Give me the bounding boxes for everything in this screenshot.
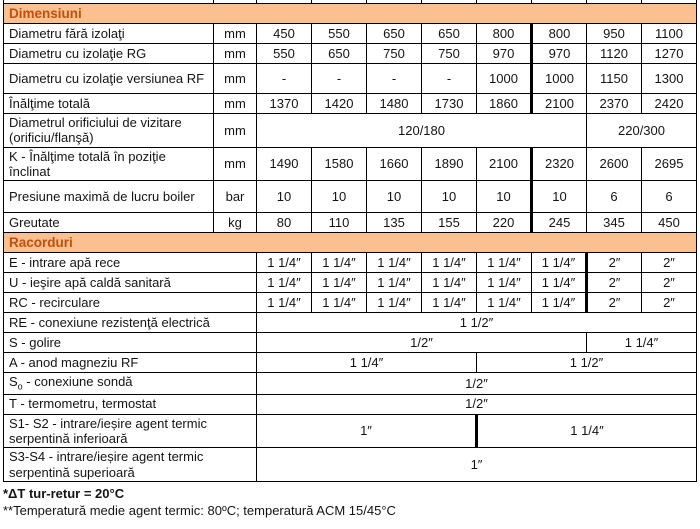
value-cell-merged: 1 1/2″ (257, 313, 697, 333)
value-cell: - (312, 64, 367, 94)
unit-cell: kg (214, 213, 257, 233)
table-row (4, 147, 697, 181)
value-cell: 950 (587, 24, 642, 44)
value-cell: 10 (312, 181, 367, 213)
value-cell-merged: 1/2″ (257, 394, 697, 414)
value-cell: 2″ (642, 293, 697, 313)
row-label: RC - recirculare (4, 293, 257, 313)
row-label-suffix: - conexiune sondă (22, 374, 133, 390)
value-cell: - (367, 64, 422, 94)
value-cell: 1270 (642, 44, 697, 64)
table-row (4, 373, 697, 394)
footnote-temperature: **Temperatură medie agent termic: 80ºC; temperatură ACM 15/45°C (3, 503, 396, 519)
value-cell: 2″ (642, 253, 697, 273)
value-cell: 2″ (587, 253, 642, 273)
footnote-delta-t: *ΔT tur-retur = 20°C (3, 485, 125, 501)
value-cell: 1100 (642, 24, 697, 44)
value-cell: 450 (642, 213, 697, 233)
value-cell-merged: 1 1/4″ (257, 353, 477, 373)
value-cell: 1 1/4″ (477, 273, 532, 293)
value-cell: 650 (422, 24, 477, 44)
value-cell: 1 1/4″ (367, 273, 422, 293)
value-cell: 10 (257, 181, 312, 213)
value-cell-merged: 1 1/4″ (477, 414, 697, 448)
unit-cell: mm (214, 64, 257, 94)
row-label: K - Înălţime totală în poziţie înclinat (4, 147, 214, 181)
row-label: Greutate (4, 213, 214, 233)
value-cell: 1 1/4″ (422, 293, 477, 313)
section-header-racorduri (4, 233, 697, 253)
value-cell: 2320 (532, 147, 587, 181)
table-row (4, 273, 697, 293)
value-cell: 1 1/4″ (477, 293, 532, 313)
value-cell: 550 (312, 24, 367, 44)
unit-cell: mm (214, 147, 257, 181)
section-header-dimensiuni (4, 4, 697, 24)
table-row (4, 353, 697, 373)
value-cell: 1000 (477, 64, 532, 94)
row-label: Presiune maximă de lucru boiler (4, 181, 214, 213)
value-cell: 1150 (587, 64, 642, 94)
value-cell: - (422, 64, 477, 94)
value-cell: 6 (642, 181, 697, 213)
table-row (4, 44, 697, 64)
value-cell-merged: 220/300 (587, 114, 697, 148)
table-row (4, 24, 697, 44)
value-cell: 2″ (587, 293, 642, 313)
value-cell-merged: 1 1/2″ (477, 353, 697, 373)
value-cell: 1 1/4″ (312, 273, 367, 293)
footnotes (3, 485, 700, 520)
value-cell: 1490 (257, 147, 312, 181)
value-cell: 1300 (642, 64, 697, 94)
table-row (4, 448, 697, 482)
row-label: RE - conexiune rezistenţă electrică (4, 313, 257, 333)
value-cell: 135 (367, 213, 422, 233)
row-label: Înălţime totală (4, 94, 214, 114)
table-row (4, 293, 697, 313)
value-cell: 245 (532, 213, 587, 233)
value-cell: 2600 (587, 147, 642, 181)
value-cell: 345 (587, 213, 642, 233)
value-cell: 10 (477, 181, 532, 213)
value-cell: 1 1/4″ (532, 293, 587, 313)
value-cell: 10 (422, 181, 477, 213)
value-cell: 550 (257, 44, 312, 64)
table-row (4, 333, 697, 353)
value-cell: 1730 (422, 94, 477, 114)
value-cell: 800 (532, 24, 587, 44)
row-label: Diametru cu izolaţie RG (4, 44, 214, 64)
value-cell: 1120 (587, 44, 642, 64)
value-cell: 2″ (587, 273, 642, 293)
section-title: Dimensiuni (4, 4, 697, 24)
unit-cell: mm (214, 114, 257, 148)
value-cell: 110 (312, 213, 367, 233)
value-cell: 2420 (642, 94, 697, 114)
value-cell: 2100 (477, 147, 532, 181)
value-cell: 1580 (312, 147, 367, 181)
value-cell: 1 1/4″ (312, 253, 367, 273)
value-cell: 1 1/4″ (257, 293, 312, 313)
value-cell-merged: 1″ (257, 448, 697, 482)
value-cell: 1 1/4″ (312, 293, 367, 313)
row-label: U - ieşire apă caldă sanitară (4, 273, 257, 293)
row-label: S - golire (4, 333, 257, 353)
row-label: A - anod magneziu RF (4, 353, 257, 373)
value-cell-merged: 1″ (257, 414, 477, 448)
table-row (4, 213, 697, 233)
value-cell: 10 (532, 181, 587, 213)
row-label: S1- S2 - intrare/ieșire agent termic serpentină inferioară (4, 414, 257, 448)
row-label-subscript: o (17, 381, 23, 392)
table-row (4, 64, 697, 94)
value-cell: 2″ (642, 273, 697, 293)
value-cell: 1 1/4″ (532, 273, 587, 293)
value-cell: 750 (422, 44, 477, 64)
value-cell: 450 (257, 24, 312, 44)
value-cell: 1660 (367, 147, 422, 181)
row-label (4, 373, 257, 394)
value-cell: 2100 (532, 94, 587, 114)
value-cell: 220 (477, 213, 532, 233)
value-cell: 1000 (532, 64, 587, 94)
value-cell-merged: 120/180 (257, 114, 587, 148)
value-cell: 650 (367, 24, 422, 44)
table-row (4, 253, 697, 273)
value-cell: 80 (257, 213, 312, 233)
value-cell: 1 1/4″ (367, 293, 422, 313)
value-cell: 1890 (422, 147, 477, 181)
value-cell: 2370 (587, 94, 642, 114)
section-title: Racorduri (4, 233, 697, 253)
value-cell: 970 (532, 44, 587, 64)
value-cell: 1 1/4″ (367, 253, 422, 273)
table-row (4, 181, 697, 213)
row-label: T - termometru, termostat (4, 394, 257, 414)
table-row (4, 313, 697, 333)
value-cell: 650 (312, 44, 367, 64)
value-cell: 155 (422, 213, 477, 233)
unit-cell: bar (214, 181, 257, 213)
value-cell: 1 1/4″ (422, 253, 477, 273)
value-cell: 1 1/4″ (422, 273, 477, 293)
value-cell: 1 1/4″ (532, 253, 587, 273)
value-cell: 1420 (312, 94, 367, 114)
unit-cell: mm (214, 94, 257, 114)
row-label: S3-S4 - intrare/ieșire agent termic serpentină superioară (4, 448, 257, 482)
value-cell: 1 1/4″ (257, 273, 312, 293)
row-label: E - intrare apă rece (4, 253, 257, 273)
unit-cell: mm (214, 24, 257, 44)
row-label: Diametru cu izolaţie versiunea RF (4, 64, 214, 94)
value-cell: 10 (367, 181, 422, 213)
value-cell: 970 (477, 44, 532, 64)
spec-table (3, 0, 697, 482)
value-cell: - (257, 64, 312, 94)
value-cell: 1860 (477, 94, 532, 114)
table-row (4, 414, 697, 448)
value-cell: 750 (367, 44, 422, 64)
value-cell-merged: 1/2″ (257, 373, 697, 394)
unit-cell: mm (214, 44, 257, 64)
value-cell: 2695 (642, 147, 697, 181)
row-label: Diametrul orificiului de vizitare (orificiu/flanşă) (4, 114, 214, 148)
value-cell: 1 1/4″ (477, 253, 532, 273)
value-cell-merged: 1 1/4″ (587, 333, 697, 353)
table-row (4, 394, 697, 414)
value-cell: 1480 (367, 94, 422, 114)
value-cell: 6 (587, 181, 642, 213)
value-cell: 800 (477, 24, 532, 44)
row-label: Diametru fără izolaţi (4, 24, 214, 44)
value-cell-merged: 1/2″ (257, 333, 587, 353)
value-cell: 1 1/4″ (257, 253, 312, 273)
value-cell: 1370 (257, 94, 312, 114)
table-row (4, 94, 697, 114)
table-row (4, 114, 697, 148)
row-label-prefix: S (9, 374, 18, 390)
